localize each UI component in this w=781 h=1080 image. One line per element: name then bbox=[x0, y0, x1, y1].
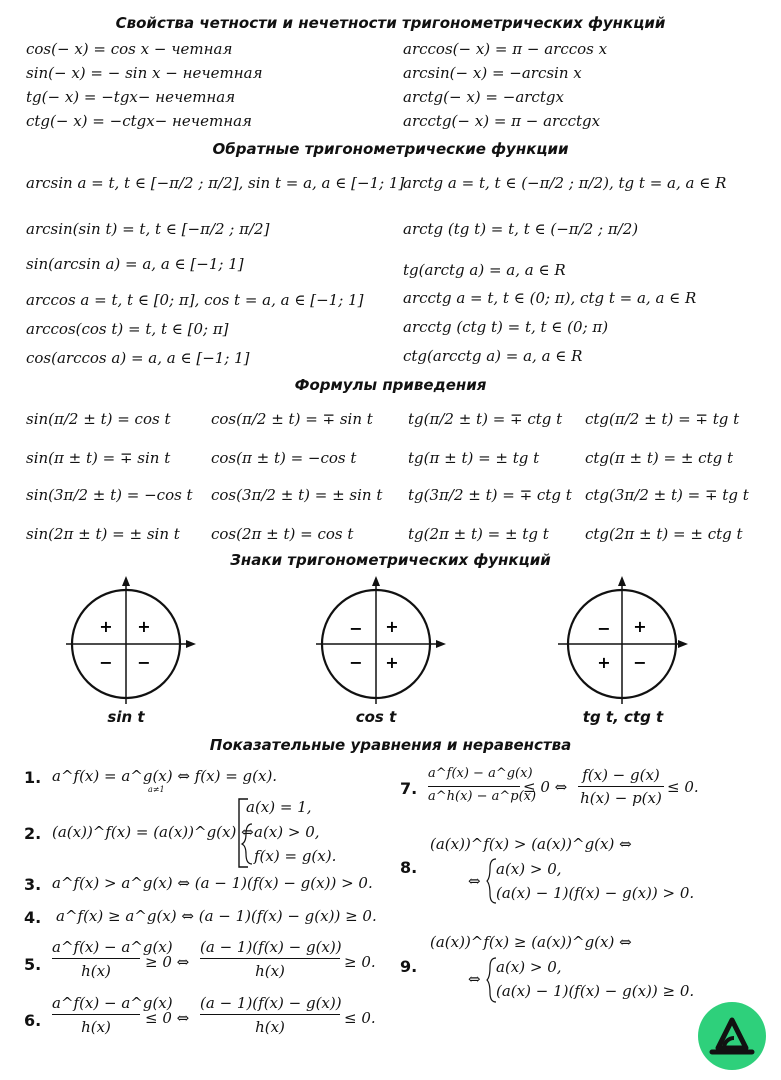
x-axis-arrow bbox=[678, 640, 688, 648]
system-line: a(x) = 1, bbox=[246, 798, 312, 816]
sign-q4: + bbox=[385, 653, 399, 672]
sign-q3: + bbox=[597, 653, 611, 672]
formula: sin(3π/2 ± t) = −cos t bbox=[26, 486, 193, 504]
fraction-numerator: a^f(x) − a^g(x) bbox=[52, 994, 173, 1012]
system-line: f(x) = g(x). bbox=[254, 847, 337, 865]
item-number: 7. bbox=[400, 779, 418, 798]
sign-q2: + bbox=[99, 617, 113, 636]
caption-tg-ctg: tg t, ctg t bbox=[582, 708, 664, 726]
y-axis-arrow bbox=[372, 576, 380, 586]
y-axis-arrow bbox=[122, 576, 130, 586]
formula: (a(x))^f(x) ≥ (a(x))^g(x) ⇔ bbox=[430, 933, 632, 951]
relation: ≤ 0 ⇔ bbox=[523, 778, 568, 796]
triangle-logo-icon bbox=[698, 1002, 766, 1070]
formula: arcctg a = t, t ∈ (0; π), ctg t = a, a ∈ R bbox=[403, 289, 697, 307]
relation: ≥ 0 ⇔ bbox=[145, 953, 190, 971]
fraction-denominator: a^h(x) − a^p(x) bbox=[428, 789, 537, 804]
x-axis-arrow bbox=[436, 640, 446, 648]
relation: ≤ 0 ⇔ bbox=[145, 1009, 190, 1027]
formula: tg(3π/2 ± t) = ∓ ctg t bbox=[408, 486, 572, 504]
fraction-denominator: h(x) − p(x) bbox=[580, 789, 662, 807]
item-number: 4. bbox=[24, 908, 42, 927]
fraction-numerator: (a − 1)(f(x) − g(x)) bbox=[200, 938, 342, 956]
formula: cos(− x) = cos x − четная bbox=[26, 40, 233, 58]
formula: cos(π ± t) = −cos t bbox=[211, 449, 357, 467]
sign-q2: − bbox=[597, 619, 611, 638]
formula: tg(arctg a) = a, a ∈ R bbox=[403, 261, 566, 279]
formula: sin(arcsin a) = a, a ∈ [−1; 1] bbox=[26, 255, 244, 273]
formula: arcsin(− x) = −arcsin x bbox=[403, 64, 582, 82]
section-title-exponential: Показательные уравнения и неравенства bbox=[209, 736, 572, 754]
system-line: (a(x) − 1)(f(x) − g(x)) ≥ 0. bbox=[496, 982, 695, 1000]
sign-q4: − bbox=[633, 653, 647, 672]
formula: tg(π ± t) = ± tg t bbox=[408, 449, 540, 467]
relation-end: ≤ 0. bbox=[667, 778, 699, 796]
section-title-signs: Знаки тригонометрических функций bbox=[230, 551, 551, 569]
fraction-denominator: h(x) bbox=[255, 1018, 285, 1036]
section-title-parity: Свойства четности и нечетности тригонометрических функций bbox=[115, 14, 666, 32]
formula: a^f(x) > a^g(x) ⇔ (a − 1)(f(x) − g(x)) > 0. bbox=[52, 874, 373, 892]
fraction-denominator: h(x) bbox=[81, 1018, 111, 1036]
x-axis-arrow bbox=[186, 640, 196, 648]
formula: a^f(x) = a^g(x) ⇔ f(x) = g(x). bbox=[52, 767, 278, 785]
y-axis-arrow bbox=[618, 576, 626, 586]
formula: ctg(arcctg a) = a, a ∈ R bbox=[403, 347, 583, 365]
item-number: 1. bbox=[24, 768, 42, 787]
formula: cos(arccos a) = a, a ∈ [−1; 1] bbox=[26, 349, 250, 367]
equivalence: ⇔ bbox=[468, 872, 481, 890]
formula: sin(− x) = − sin x − нечетная bbox=[26, 64, 263, 82]
formula-note: a≠1 bbox=[148, 785, 165, 794]
relation-end: ≥ 0. bbox=[344, 953, 376, 971]
formula: tg(− x) = −tgx− нечетная bbox=[26, 88, 236, 106]
section-title-inverse: Обратные тригонометрические функции bbox=[212, 140, 569, 158]
formula: (a(x))^f(x) > (a(x))^g(x) ⇔ bbox=[430, 835, 632, 853]
formula: sin(2π ± t) = ± sin t bbox=[26, 525, 180, 543]
formula: tg(2π ± t) = ± tg t bbox=[408, 525, 549, 543]
section-title-reduction: Формулы приведения bbox=[294, 376, 487, 394]
formula: arcctg (ctg t) = t, t ∈ (0; π) bbox=[403, 318, 609, 336]
item-number: 8. bbox=[400, 858, 418, 877]
system-line: a(x) > 0, bbox=[496, 958, 562, 976]
sign-q3: − bbox=[349, 653, 363, 672]
formula: sin(π ± t) = ∓ sin t bbox=[26, 449, 171, 467]
sign-q3: − bbox=[99, 653, 113, 672]
sign-circle-sin bbox=[66, 576, 196, 706]
fraction-numerator: f(x) − g(x) bbox=[582, 766, 660, 784]
sign-q4: − bbox=[137, 653, 151, 672]
formula: ctg(3π/2 ± t) = ∓ tg t bbox=[585, 486, 749, 504]
formula: tg(π/2 ± t) = ∓ ctg t bbox=[408, 410, 563, 428]
formula: a^f(x) ≥ a^g(x) ⇔ (a − 1)(f(x) − g(x)) ≥ 0. bbox=[56, 907, 377, 925]
formula: arcsin(sin t) = t, t ∈ [−π/2 ; π/2] bbox=[26, 220, 270, 238]
sign-circle-cos bbox=[316, 576, 446, 706]
system-line: (a(x) − 1)(f(x) − g(x)) > 0. bbox=[496, 884, 695, 902]
formula: ctg(2π ± t) = ± ctg t bbox=[585, 525, 743, 543]
formula: cos(2π ± t) = cos t bbox=[211, 525, 354, 543]
formula: sin(π/2 ± t) = cos t bbox=[26, 410, 171, 428]
sign-circle-tg bbox=[558, 576, 688, 706]
sign-q1: + bbox=[137, 617, 151, 636]
fraction-numerator: a^f(x) − a^g(x) bbox=[52, 938, 173, 956]
formula: arctg a = t, t ∈ (−π/2 ; π/2), tg t = a, a ∈ R bbox=[403, 174, 727, 192]
caption-sin: sin t bbox=[107, 708, 145, 726]
formula: arcctg(− x) = π − arcctgx bbox=[403, 112, 601, 130]
formula: arccos(cos t) = t, t ∈ [0; π] bbox=[26, 320, 229, 338]
formula: ctg(π/2 ± t) = ∓ tg t bbox=[585, 410, 740, 428]
item-number: 6. bbox=[24, 1011, 42, 1030]
formula: (a(x))^f(x) = (a(x))^g(x) ⇔ bbox=[52, 823, 254, 841]
system-line: a(x) > 0, bbox=[254, 823, 320, 841]
formula: arcsin a = t, t ∈ [−π/2 ; π/2], sin t = a, a ∈ [−1; 1] bbox=[26, 174, 405, 192]
formula: ctg(π ± t) = ± ctg t bbox=[585, 449, 733, 467]
formula: arctg(− x) = −arctgx bbox=[403, 88, 564, 106]
fraction-numerator: a^f(x) − a^g(x) bbox=[428, 766, 533, 781]
item-number: 9. bbox=[400, 957, 418, 976]
fraction-denominator: h(x) bbox=[81, 962, 111, 980]
equivalence: ⇔ bbox=[468, 970, 481, 988]
formula: ctg(− x) = −ctgx− нечетная bbox=[26, 112, 252, 130]
fraction-denominator: h(x) bbox=[255, 962, 285, 980]
formula: arccos a = t, t ∈ [0; π], cos t = a, a ∈ [−1; 1] bbox=[26, 291, 364, 309]
item-number: 2. bbox=[24, 824, 42, 843]
sign-q1: + bbox=[385, 617, 399, 636]
formula: arccos(− x) = π − arccos x bbox=[403, 40, 608, 58]
sign-q1: + bbox=[633, 617, 647, 636]
item-number: 5. bbox=[24, 955, 42, 974]
system-line: a(x) > 0, bbox=[496, 860, 562, 878]
fraction-numerator: (a − 1)(f(x) − g(x)) bbox=[200, 994, 342, 1012]
relation-end: ≤ 0. bbox=[344, 1009, 376, 1027]
formula: cos(π/2 ± t) = ∓ sin t bbox=[211, 410, 373, 428]
formula: arctg (tg t) = t, t ∈ (−π/2 ; π/2) bbox=[403, 220, 639, 238]
sign-q2: − bbox=[349, 619, 363, 638]
caption-cos: cos t bbox=[355, 708, 397, 726]
item-number: 3. bbox=[24, 875, 42, 894]
formula: cos(3π/2 ± t) = ± sin t bbox=[211, 486, 383, 504]
